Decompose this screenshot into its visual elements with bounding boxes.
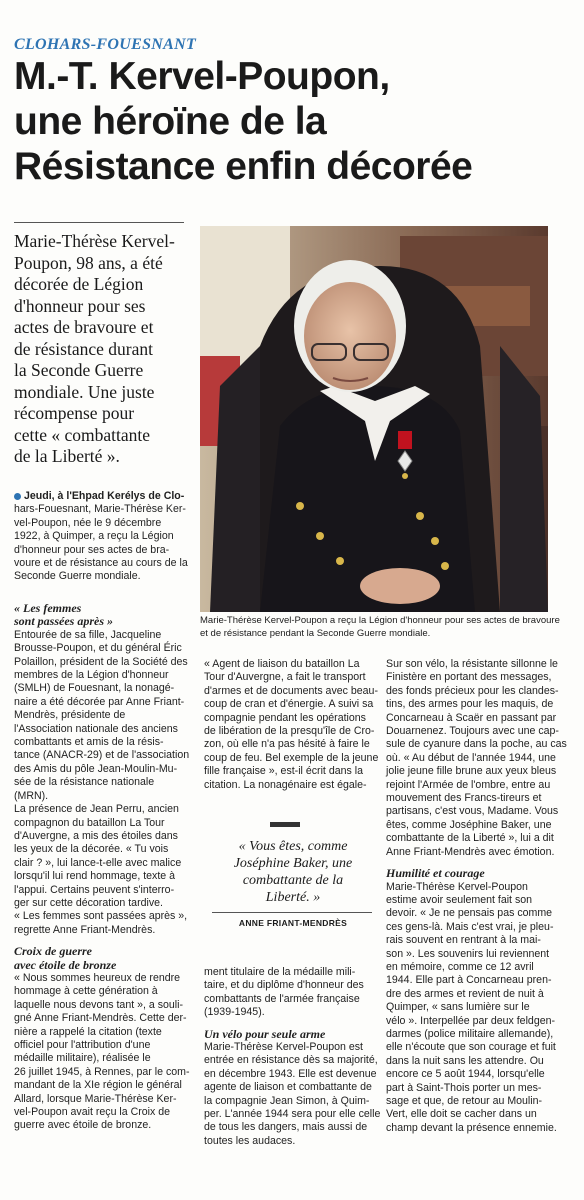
subheading: « Les femmes bbox=[14, 601, 82, 615]
text-line: des fonds précieux pour les clandes- bbox=[386, 684, 559, 697]
lede-line: Poupon, 98 ans, a été bbox=[14, 252, 163, 273]
lede-line: la Seconde Guerre bbox=[14, 360, 144, 380]
text-line: coup de cran et d'énergie. A suivi sa bbox=[204, 698, 374, 711]
text-line: citation. La nonagénaire est égale- bbox=[204, 778, 367, 791]
text-line: jolie jeune fille brune aux yeux bleus bbox=[386, 765, 557, 778]
text-line: où. « Au début de l'année 1944, une bbox=[386, 751, 556, 764]
subheading: Humilité et courage bbox=[386, 866, 485, 881]
text-line: gné Anne Friant-Mendrès. Cette der- bbox=[14, 1012, 187, 1025]
lede-line: récompense pour bbox=[14, 403, 135, 423]
headline-line: Résistance enfin décorée bbox=[14, 145, 473, 188]
text-line: 26 juillet 1945, à Rennes, par le com- bbox=[14, 1065, 190, 1078]
text-line: en mémoire, comme ce 12 avril bbox=[386, 960, 534, 973]
text-line: son ». Les souvenirs lui reviennent bbox=[386, 947, 550, 960]
text-line: vel-Poupon, née le 9 décembre bbox=[14, 516, 162, 529]
text-line: naire a été décorée par Anne Friant- bbox=[14, 695, 185, 708]
text-line: coup de feu. Bel exemple de la jeune bbox=[204, 751, 379, 764]
text-line: combattants de l'armée française bbox=[204, 992, 360, 1005]
text-line: de libération de la presqu'île de Cro- bbox=[204, 725, 375, 738]
text-line: Polaillon, président de la Société des bbox=[14, 655, 188, 668]
text-line: laquelle nous devons tant », a souli- bbox=[14, 998, 184, 1011]
text-line: La présence de Jean Perru, ancien bbox=[14, 803, 179, 816]
text-line: ger sur cette décoration tardive. bbox=[14, 896, 163, 909]
text-line: d'Auvergne, a mis des étoiles dans bbox=[14, 829, 178, 842]
text-line: Brousse-Poupon, et du général Éric bbox=[14, 642, 182, 655]
text-line: « Nous sommes heureux de rendre bbox=[14, 971, 181, 984]
text-line: de tous les dangers, mais aussi de bbox=[204, 1121, 368, 1134]
text-line: 1922, à Quimper, a reçu la Légion bbox=[14, 530, 174, 543]
photo-caption bbox=[200, 614, 562, 640]
text-line: en décembre 1943. Elle est devenue bbox=[204, 1067, 377, 1080]
lede-line: de résistance durant bbox=[14, 338, 153, 359]
text-line: tins, des armes pour les maquis, de bbox=[386, 698, 554, 711]
quote-line: « Vous êtes, comme bbox=[238, 839, 348, 854]
text-line: tance (ANACR-29) et de l'association bbox=[14, 749, 190, 762]
text-line: médaille militaire), réalisée le bbox=[14, 1052, 151, 1065]
text-line: mandant de la XIe région le général bbox=[14, 1079, 182, 1092]
text-line: Concarneau à Scaër en passant par bbox=[386, 711, 557, 724]
text-line: la compagnie Jean Simon, à Quim- bbox=[204, 1094, 370, 1107]
text-line: Marie-Thérèse Kervel-Poupon bbox=[386, 880, 528, 893]
text-line: fille française », est-il écrit dans la bbox=[204, 765, 363, 778]
text-line: darmes (police militaire allemande), bbox=[386, 1027, 554, 1040]
text-line: compagnon du bataillon La Tour bbox=[14, 816, 165, 829]
text-line: mouvement des Francs-tireurs et bbox=[386, 792, 542, 805]
text-line: Allard, lorsque Marie-Thérèse Ker- bbox=[14, 1092, 177, 1105]
text-line: vel-Poupon avait reçu la Croix de bbox=[14, 1106, 171, 1119]
intro-paragraph bbox=[14, 490, 196, 584]
text-line: Anne Friant-Mendrès avec émotion. bbox=[386, 845, 555, 858]
column-2-continued bbox=[204, 966, 382, 1148]
text-line: Mendrès, présidente de bbox=[14, 709, 126, 722]
text-line: regrette Anne Friant-Mendrès. bbox=[14, 923, 156, 936]
quote-line: Joséphine Baker, une bbox=[233, 856, 353, 871]
text-line: combattante de la Liberté », lui a dit bbox=[386, 832, 554, 845]
bullet-icon bbox=[14, 493, 21, 500]
lede-line: actes de bravoure et bbox=[14, 317, 154, 337]
text-line: dans la nuit sans les attendre. Ou bbox=[386, 1054, 544, 1067]
quote-line: Liberté. » bbox=[265, 890, 321, 905]
lede-line: Marie-Thérèse Kervel- bbox=[14, 231, 175, 251]
text-line: hommage à cette génération à bbox=[14, 985, 158, 998]
text-line: part à Saint-Thois porter un mes- bbox=[386, 1081, 542, 1094]
text-line: les yeux de la décorée. « Tu vois bbox=[14, 843, 169, 856]
text-line: entrée en résistance dès sa majorité, bbox=[204, 1054, 378, 1067]
text-line: devoir. « Je ne pensais pas comme bbox=[386, 907, 553, 920]
subheading: Un vélo pour seule arme bbox=[204, 1026, 326, 1041]
caption-line: et de résistance pendant la Seconde Guerre mondiale. bbox=[200, 628, 431, 639]
text-line: « Les femmes sont passées après », bbox=[14, 910, 188, 923]
subheading: sont passées après » bbox=[14, 614, 114, 629]
text-line: êtes, comme Joséphine Baker, une bbox=[386, 818, 552, 831]
text-line: Jeudi, à l'Ehpad Kerélys de Clo- bbox=[14, 490, 196, 503]
text-line: l'Association nationale des anciens bbox=[14, 722, 178, 735]
text-line: compagnie pendant les opérations bbox=[204, 711, 366, 724]
text-line: taire, et du diplôme d'honneur des bbox=[204, 979, 364, 992]
text-line: Douarnenez. Toujours avec une cap- bbox=[386, 725, 559, 738]
text-line: lorsqu'il lui rend hommage, texte à bbox=[14, 870, 176, 883]
text-line: Vert, elle doit se cacher dans un bbox=[386, 1108, 537, 1121]
lede-rule bbox=[14, 222, 184, 223]
lede-line: mondiale. Une juste bbox=[14, 381, 155, 402]
text-line: estime avoir seulement fait son bbox=[386, 893, 533, 906]
lede-line: d'honneur pour ses bbox=[14, 295, 146, 316]
text-line: Sur son vélo, la résistante sillonne le bbox=[386, 658, 558, 670]
portrait-illustration bbox=[200, 226, 548, 612]
lede-line: cette « combattante bbox=[14, 424, 151, 445]
text-line: (MRN). bbox=[14, 789, 49, 802]
portrait-photo bbox=[200, 226, 548, 612]
text-line: per. L'année 1944 sera pour elle celle bbox=[204, 1108, 381, 1121]
text-line: nière a rappelé la citation (texte bbox=[14, 1025, 162, 1038]
text-line: sule de cyanure dans la poche, au cas bbox=[386, 738, 567, 751]
text-line: champ devant la présence ennemie. bbox=[386, 1121, 557, 1134]
quote-line: combattante de la bbox=[242, 873, 344, 888]
text-line: hars-Fouesnant, Marie-Thérèse Ker- bbox=[14, 503, 186, 516]
text-line: (SMLH) de Fouesnant, la nonagé- bbox=[14, 682, 175, 695]
text-line: elle n'écoute que son courage et fuit bbox=[386, 1041, 556, 1054]
text-line: Quimper, « sans lumière sur le bbox=[386, 1001, 530, 1014]
text-line: vélo ». Interpellée par deux feldgen- bbox=[386, 1014, 556, 1027]
headline-line: une héroïne de la bbox=[14, 100, 327, 143]
caption-line: Marie-Thérèse Kervel-Poupon a reçu la Légion d'honneur pour ses actes de bravoure bbox=[200, 615, 560, 626]
lede-line: de la Liberté ». bbox=[14, 446, 120, 466]
text-line: des Amis du pôle Jean-Moulin-Mu- bbox=[14, 762, 178, 775]
subheading: avec étoile de bronze bbox=[14, 957, 117, 972]
lede bbox=[14, 231, 196, 468]
text-line: guerre avec étoile de bronze. bbox=[14, 1119, 152, 1132]
text-line: 1944. Elle part à Concarneau pren- bbox=[386, 974, 552, 987]
text-line: Finistère en portant des messages, bbox=[386, 671, 552, 684]
column-2 bbox=[204, 658, 382, 792]
text-line: encore ce 5 août 1944, lorsqu'elle bbox=[386, 1068, 545, 1081]
text-line: combattants et amis de la résis- bbox=[14, 736, 164, 749]
text-line: l'appui. Certains peuvent s'interro- bbox=[14, 883, 175, 896]
column-1 bbox=[14, 602, 196, 1133]
text-line: clair ? », lui lance-t-elle avec malice bbox=[14, 856, 182, 869]
text-line: rais souvent en rentrant à la mai- bbox=[386, 934, 541, 947]
text-line: Tour d'Auvergne, a fait le transport bbox=[204, 671, 366, 684]
text-line: « Agent de liaison du bataillon La bbox=[204, 658, 360, 670]
text-line: d'honneur pour ses actes de bra- bbox=[14, 543, 170, 556]
text-line: membres de la Légion d'honneur bbox=[14, 669, 169, 682]
text-line: sage et que, de retour au Moulin- bbox=[386, 1095, 543, 1107]
quote-attribution: ANNE FRIANT-MENDRÈS bbox=[238, 918, 348, 928]
text-line: partisans, c'est vous, Madame. Vous bbox=[386, 805, 559, 818]
quote-mark bbox=[270, 822, 300, 827]
section-kicker: CLOHARS-FOUESNANT bbox=[14, 36, 197, 53]
headline bbox=[14, 54, 574, 189]
text-line: ces gens-là. Mais c'est vrai, je pleu- bbox=[386, 920, 554, 933]
subheading: Croix de guerre bbox=[14, 944, 92, 959]
text-line: sée de la résistance nationale bbox=[14, 776, 155, 789]
text-line: Marie-Thérèse Kervel-Poupon est bbox=[204, 1041, 363, 1054]
column-3 bbox=[386, 658, 566, 1135]
text-line: (1939-1945). bbox=[204, 1006, 265, 1019]
text-line: rejoint l'Armée de l'ombre, entre au bbox=[386, 778, 551, 791]
text-line: officiel pour l'attribution d'une bbox=[14, 1039, 151, 1051]
text-line: toutes les audaces. bbox=[204, 1134, 296, 1147]
headline-line: M.-T. Kervel-Poupon, bbox=[14, 55, 390, 98]
pull-quote bbox=[204, 838, 382, 906]
text-line: voure et de résistance au cours de la bbox=[14, 557, 188, 570]
text-line: Entourée de sa fille, Jacqueline bbox=[14, 628, 162, 641]
text-line: d'armes et de documents avec beau- bbox=[204, 684, 378, 697]
text-line: dre des armes et revient de nuit à bbox=[386, 987, 544, 1000]
text-line: agente de liaison et combattante de bbox=[204, 1081, 372, 1094]
lede-line: décorée de Légion bbox=[14, 274, 144, 294]
text-line: Seconde Guerre mondiale. bbox=[14, 570, 141, 583]
text-line: ment titulaire de la médaille mili- bbox=[204, 966, 356, 978]
text-line: zon, où elle n'a pas hésité à faire le bbox=[204, 738, 370, 751]
quote-rule bbox=[212, 912, 372, 913]
